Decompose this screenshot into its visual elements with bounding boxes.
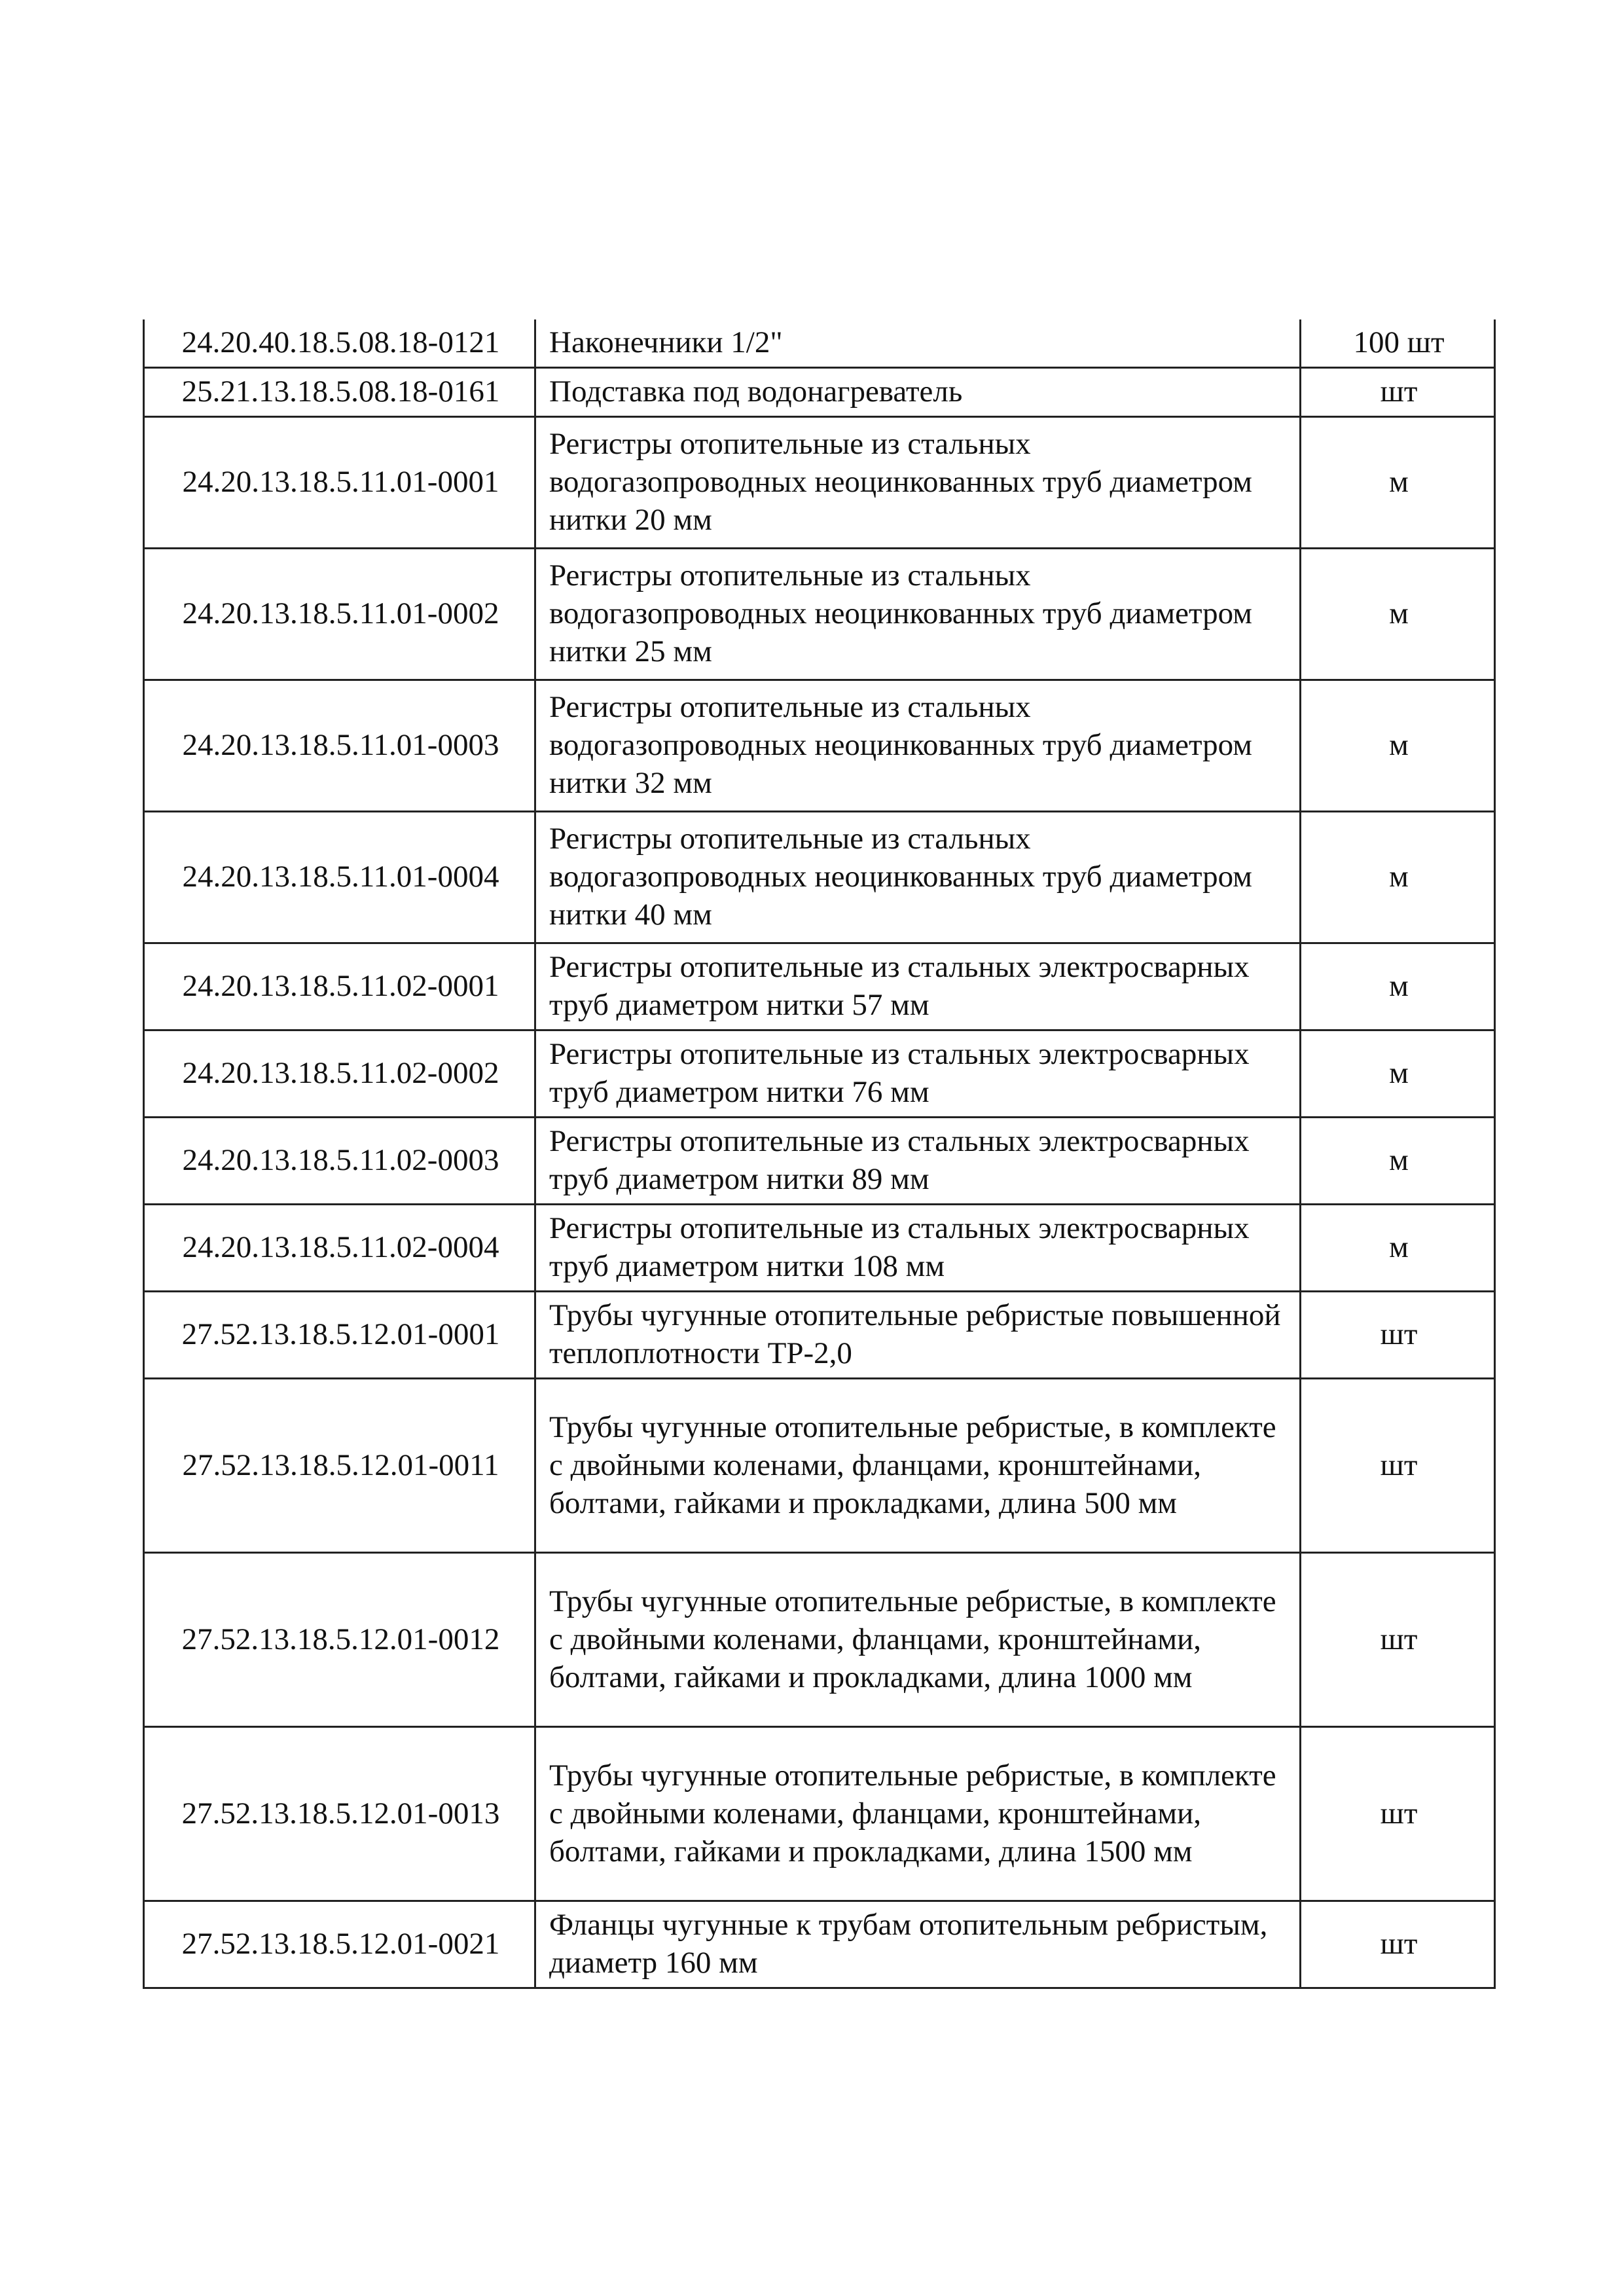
resource-name: Регистры отопительные из стальных водогазопроводных неоцинкованных труб диаметром нитки 32 мм	[535, 680, 1301, 812]
table-row	[144, 368, 1495, 417]
resource-code: 27.52.13.18.5.12.01-0013	[144, 1727, 535, 1901]
resource-unit: м	[1301, 812, 1495, 943]
resource-name: Регистры отопительные из стальных электросварных труб диаметром нитки 108 мм	[535, 1205, 1301, 1292]
resource-code: 27.52.13.18.5.12.01-0021	[144, 1901, 535, 1988]
resource-code: 24.20.13.18.5.11.01-0001	[144, 417, 535, 549]
resource-code: 25.21.13.18.5.08.18-0161	[144, 368, 535, 417]
resource-code: 27.52.13.18.5.12.01-0001	[144, 1292, 535, 1379]
table-row	[144, 1727, 1495, 1901]
table-row	[144, 1030, 1495, 1118]
resource-code: 24.20.13.18.5.11.02-0001	[144, 943, 535, 1030]
table-row	[144, 1553, 1495, 1727]
table-row	[144, 812, 1495, 943]
resource-name: Наконечники 1/2"	[535, 319, 1301, 368]
resource-name: Фланцы чугунные к трубам отопительным ребристым, диаметр 160 мм	[535, 1901, 1301, 1988]
resource-unit: м	[1301, 1118, 1495, 1205]
resource-code: 24.20.13.18.5.11.01-0002	[144, 549, 535, 680]
resource-unit: м	[1301, 680, 1495, 812]
resource-name: Регистры отопительные из стальных электросварных труб диаметром нитки 57 мм	[535, 943, 1301, 1030]
resource-name: Подставка под водонагреватель	[535, 368, 1301, 417]
resource-code: 24.20.13.18.5.11.01-0004	[144, 812, 535, 943]
resource-name: Трубы чугунные отопительные ребристые, в комплекте с двойными коленами, фланцами, кронштейнами, болтами, гайками и прокладками, длина 1500 мм	[535, 1727, 1301, 1901]
resource-code: 24.20.13.18.5.11.02-0004	[144, 1205, 535, 1292]
table-row	[144, 1379, 1495, 1553]
resource-unit: шт	[1301, 1553, 1495, 1727]
resource-name: Трубы чугунные отопительные ребристые повышенной теплоплотности ТР-2,0	[535, 1292, 1301, 1379]
resource-unit: м	[1301, 943, 1495, 1030]
resource-unit: шт	[1301, 1901, 1495, 1988]
resource-code: 27.52.13.18.5.12.01-0012	[144, 1553, 535, 1727]
table-row	[144, 319, 1495, 368]
resource-name: Трубы чугунные отопительные ребристые, в комплекте с двойными коленами, фланцами, кронштейнами, болтами, гайками и прокладками, длина 500 мм	[535, 1379, 1301, 1553]
resource-name: Регистры отопительные из стальных водогазопроводных неоцинкованных труб диаметром нитки 40 мм	[535, 812, 1301, 943]
resource-unit: м	[1301, 1205, 1495, 1292]
resource-table	[143, 319, 1496, 1989]
resource-unit: м	[1301, 549, 1495, 680]
resource-name: Регистры отопительные из стальных электросварных труб диаметром нитки 76 мм	[535, 1030, 1301, 1118]
table-row	[144, 680, 1495, 812]
resource-code: 24.20.13.18.5.11.02-0003	[144, 1118, 535, 1205]
resource-unit: 100 шт	[1301, 319, 1495, 368]
resource-code: 24.20.13.18.5.11.02-0002	[144, 1030, 535, 1118]
resource-name: Регистры отопительные из стальных водогазопроводных неоцинкованных труб диаметром нитки 25 мм	[535, 549, 1301, 680]
resource-unit: шт	[1301, 1379, 1495, 1553]
resource-unit: м	[1301, 1030, 1495, 1118]
resource-code: 24.20.40.18.5.08.18-0121	[144, 319, 535, 368]
resource-name: Регистры отопительные из стальных водогазопроводных неоцинкованных труб диаметром нитки 20 мм	[535, 417, 1301, 549]
table-row	[144, 1292, 1495, 1379]
table-row	[144, 943, 1495, 1030]
table-row	[144, 1205, 1495, 1292]
table-row	[144, 549, 1495, 680]
resource-name: Регистры отопительные из стальных электросварных труб диаметром нитки 89 мм	[535, 1118, 1301, 1205]
resource-unit: шт	[1301, 1292, 1495, 1379]
resource-code: 27.52.13.18.5.12.01-0011	[144, 1379, 535, 1553]
resource-unit: м	[1301, 417, 1495, 549]
resource-name: Трубы чугунные отопительные ребристые, в комплекте с двойными коленами, фланцами, кронштейнами, болтами, гайками и прокладками, длина 1000 мм	[535, 1553, 1301, 1727]
table-row	[144, 1901, 1495, 1988]
resource-unit: шт	[1301, 368, 1495, 417]
resource-unit: шт	[1301, 1727, 1495, 1901]
resource-code: 24.20.13.18.5.11.01-0003	[144, 680, 535, 812]
table-row	[144, 1118, 1495, 1205]
table-row	[144, 417, 1495, 549]
